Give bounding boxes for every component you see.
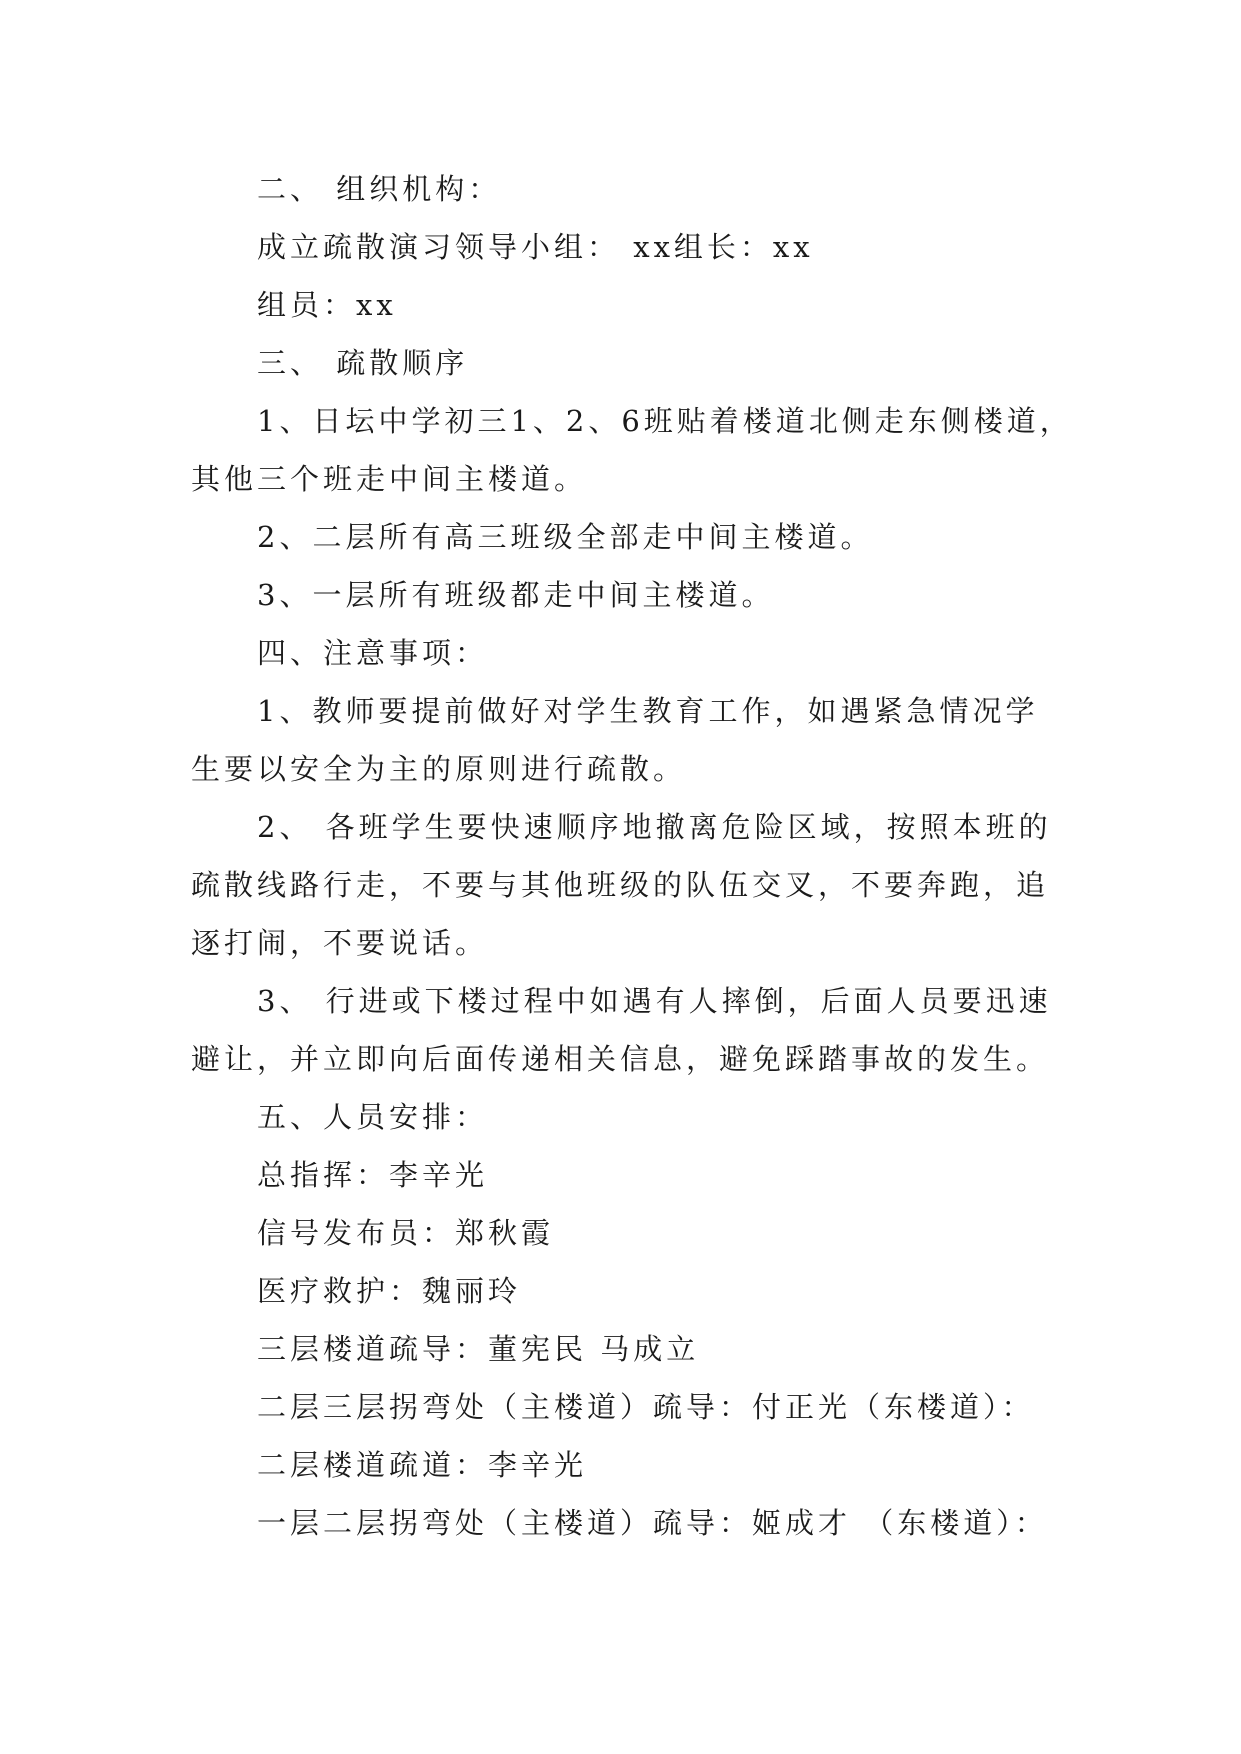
paragraph-precaution-1: 1、教师要提前做好对学生教育工作，如遇紧急情况学 [257, 694, 1039, 728]
paragraph-leadership-group: 成立疏散演习领导小组： xx组长：xx [257, 230, 814, 264]
paragraph-commander: 总指挥：李辛光 [257, 1158, 489, 1192]
paragraph-order-item-3: 3、一层所有班级都走中间主楼道。 [257, 578, 775, 612]
paragraph-precaution-2-continued: 疏散线路行走，不要与其他班级的队伍交叉，不要奔跑，追 [191, 868, 1050, 902]
paragraph-precaution-3: 3、 行进或下楼过程中如遇有人摔倒，后面人员要迅速 [257, 984, 1052, 1018]
paragraph-third-floor-guides: 三层楼道疏导：董宪民 马成立 [257, 1332, 700, 1366]
paragraph-order-item-2: 2、二层所有高三班级全部走中间主楼道。 [257, 520, 874, 554]
paragraph-order-item-1-continued: 其他三个班走中间主楼道。 [191, 462, 588, 496]
paragraph-precaution-2-end: 逐打闹，不要说话。 [191, 926, 489, 960]
paragraph-order-item-1: 1、日坛中学初三1、2、6班贴着楼道北侧走东侧楼道， [257, 404, 1073, 438]
section-heading-evacuation-order: 三、 疏散顺序 [257, 346, 469, 380]
section-heading-precautions: 四、注意事项： [257, 636, 489, 670]
paragraph-floor-2-3-corner-guides: 二层三层拐弯处（主楼道）疏导：付正光（东楼道）： [257, 1390, 1035, 1424]
paragraph-members: 组员：xx [257, 288, 397, 322]
paragraph-precaution-2: 2、 各班学生要快速顺序地撤离危险区域，按照本班的 [257, 810, 1052, 844]
paragraph-second-floor-guides: 二层楼道疏道：李辛光 [257, 1448, 588, 1482]
document-body [191, 160, 1081, 1552]
section-heading-staffing: 五、人员安排： [257, 1100, 489, 1134]
paragraph-precaution-1-continued: 生要以安全为主的原则进行疏散。 [191, 752, 687, 786]
section-heading-organization: 二、 组织机构： [257, 172, 502, 206]
paragraph-floor-1-2-corner-guides: 一层二层拐弯处（主楼道）疏导：姬成才 （东楼道）： [257, 1506, 1048, 1540]
paragraph-signal-officer: 信号发布员：郑秋霞 [257, 1216, 555, 1250]
paragraph-medical: 医疗救护：魏丽玲 [257, 1274, 522, 1308]
paragraph-precaution-3-continued: 避让，并立即向后面传递相关信息，避免踩踏事故的发生。 [191, 1042, 1050, 1076]
